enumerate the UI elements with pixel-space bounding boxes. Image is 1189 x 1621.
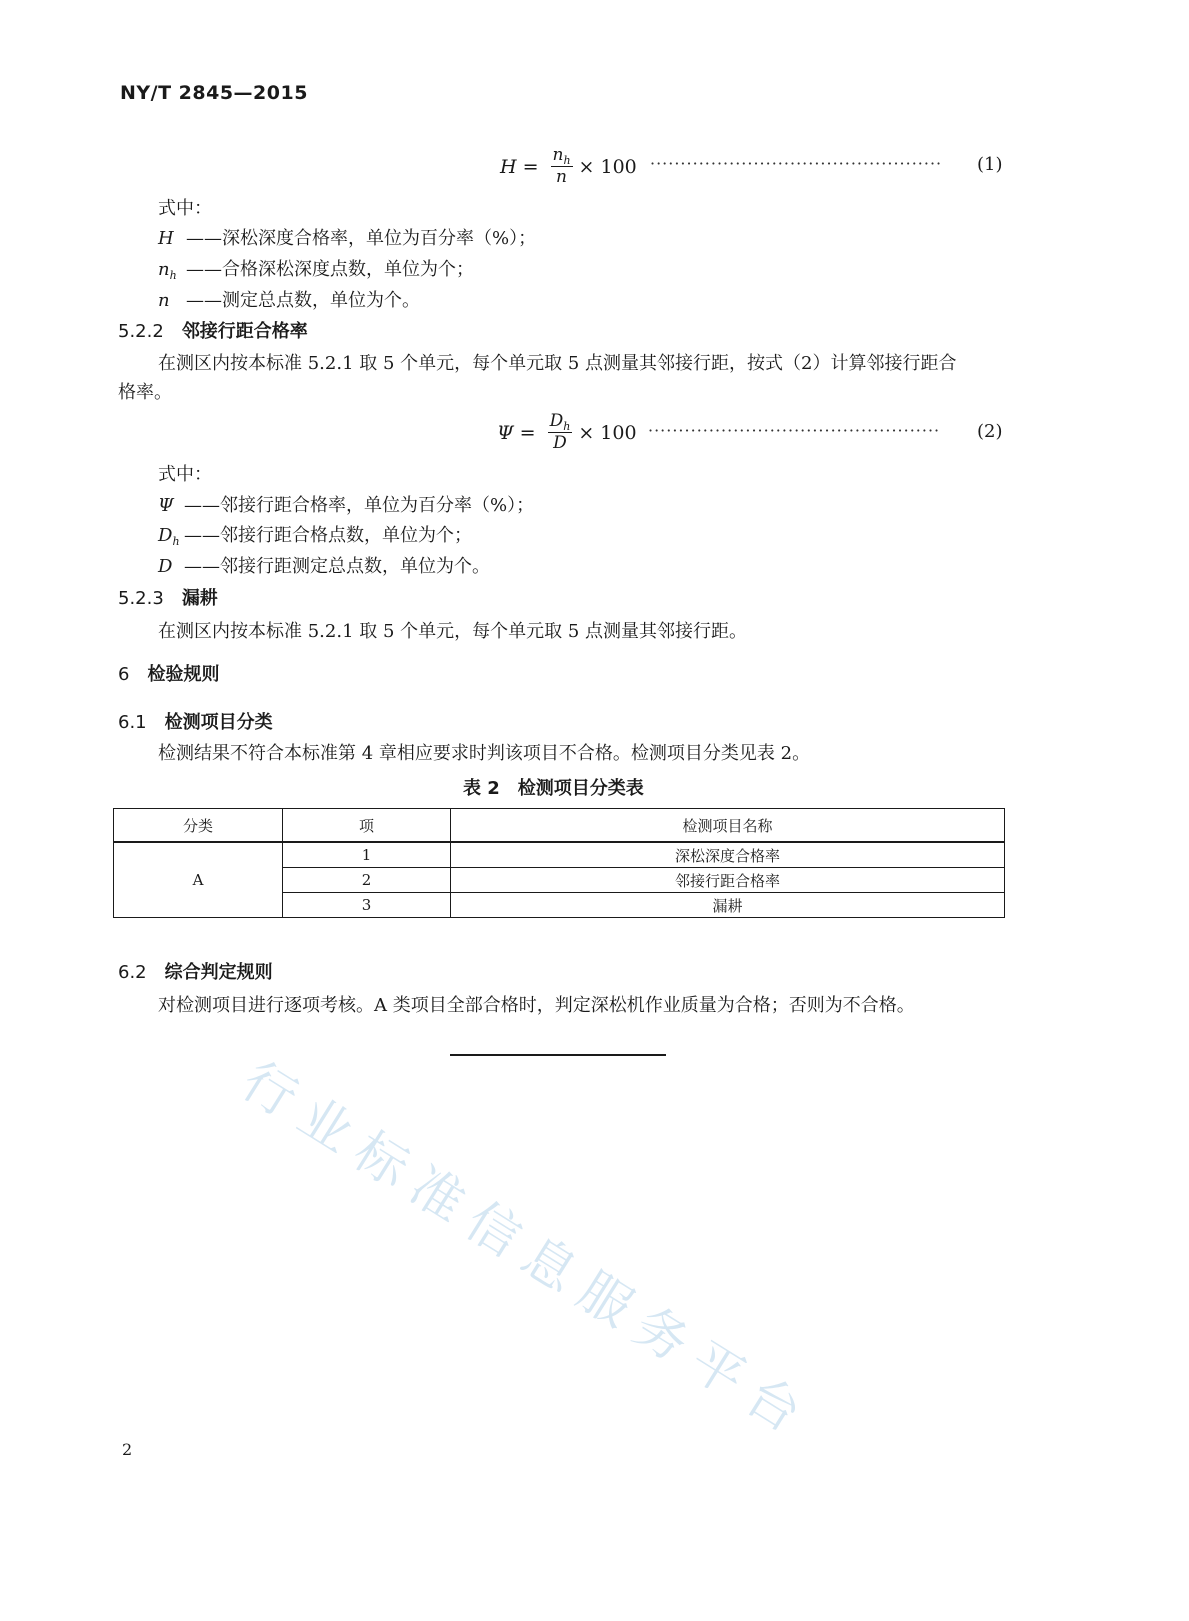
page-number: 2 bbox=[122, 1440, 133, 1459]
where-item: $D_h$ ——邻接行距合格点数，单位为个； bbox=[158, 525, 472, 548]
formula-1-times: × 100 bbox=[578, 155, 637, 178]
section-heading-5-2-2: 5.2.2 邻接行距合格率 bbox=[118, 321, 308, 342]
formula-2-number: (2) bbox=[977, 421, 1003, 442]
where-item: n ——测定总点数，单位为个。 bbox=[158, 290, 420, 311]
table-header-cell: 检测项目名称 bbox=[451, 809, 1005, 843]
where-label-1: 式中： bbox=[158, 198, 212, 219]
formula-1-denominator: n bbox=[556, 167, 567, 187]
table-header-cell: 项 bbox=[283, 809, 451, 843]
paragraph-6-1: 检测结果不符合本标准第 4 章相应要求时判该项目不合格。检测项目分类见表 2。 bbox=[158, 743, 811, 764]
table-header-cell: 分类 bbox=[114, 809, 283, 843]
table-row bbox=[114, 842, 1005, 868]
watermark: 行业标准信息服务平台 bbox=[231, 1051, 823, 1452]
section-heading-6-2: 6.2 综合判定规则 bbox=[118, 962, 273, 983]
formula-2-leader: ················································ bbox=[648, 421, 941, 440]
formula-2-times: × 100 bbox=[578, 421, 637, 444]
table-caption: 表 2 检测项目分类表 bbox=[463, 778, 644, 799]
where-label-2: 式中： bbox=[158, 464, 212, 485]
table-cell: 1 bbox=[283, 842, 451, 868]
paragraph-6-2: 对检测项目进行逐项考核。A 类项目全部合格时，判定深松机作业质量为合格；否则为不合格。 bbox=[158, 995, 915, 1016]
section-heading-6-1: 6.1 检测项目分类 bbox=[118, 712, 273, 733]
formula-1-fraction bbox=[551, 146, 573, 187]
standard-code: NY/T 2845—2015 bbox=[120, 82, 308, 104]
paragraph-5-2-3: 在测区内按本标准 5.2.1 取 5 个单元，每个单元取 5 点测量其邻接行距。 bbox=[158, 621, 748, 642]
table-header-row bbox=[114, 809, 1005, 843]
formula-2-equals: = bbox=[519, 421, 536, 444]
formula-2-numerator: $D_h$ bbox=[549, 411, 571, 433]
formula-2-fraction bbox=[548, 412, 573, 453]
formula-1-leader: ················································ bbox=[650, 154, 943, 173]
formula-1-number: (1) bbox=[977, 154, 1003, 175]
formula-1-lhs: H bbox=[500, 155, 517, 178]
formula-2-lhs: Ψ bbox=[497, 421, 514, 444]
formula-1-equals: = bbox=[522, 155, 539, 178]
section-heading-5-2-3: 5.2.3 漏耕 bbox=[118, 588, 218, 609]
paragraph-5-2-2-line2: 格率。 bbox=[118, 382, 172, 403]
formula-1-numerator: $n_h$ bbox=[552, 145, 571, 167]
paragraph-5-2-2-line1: 在测区内按本标准 5.2.1 取 5 个单元，每个单元取 5 点测量其邻接行距，按式（2）计算邻接行距合 bbox=[158, 353, 957, 374]
classification-table bbox=[113, 808, 1005, 918]
where-item: H ——深松深度合格率，单位为百分率（%）； bbox=[158, 228, 537, 249]
table-cell: 深松深度合格率 bbox=[451, 842, 1005, 868]
table-cell: 2 bbox=[283, 868, 451, 893]
where-item: D ——邻接行距测定总点数，单位为个。 bbox=[158, 556, 490, 577]
table-cell: 漏耕 bbox=[451, 893, 1005, 918]
end-rule bbox=[450, 1054, 666, 1056]
formula-1 bbox=[500, 146, 637, 187]
where-item: Ψ ——邻接行距合格率，单位为百分率（%）； bbox=[158, 495, 535, 516]
table-cell: 3 bbox=[283, 893, 451, 918]
table-category-cell: A bbox=[114, 842, 283, 918]
where-item: $n_h$ ——合格深松深度点数，单位为个； bbox=[158, 259, 474, 282]
section-heading-6: 6 检验规则 bbox=[118, 664, 220, 685]
formula-2 bbox=[497, 412, 637, 453]
formula-2-denominator: D bbox=[553, 433, 567, 453]
table-cell: 邻接行距合格率 bbox=[451, 868, 1005, 893]
